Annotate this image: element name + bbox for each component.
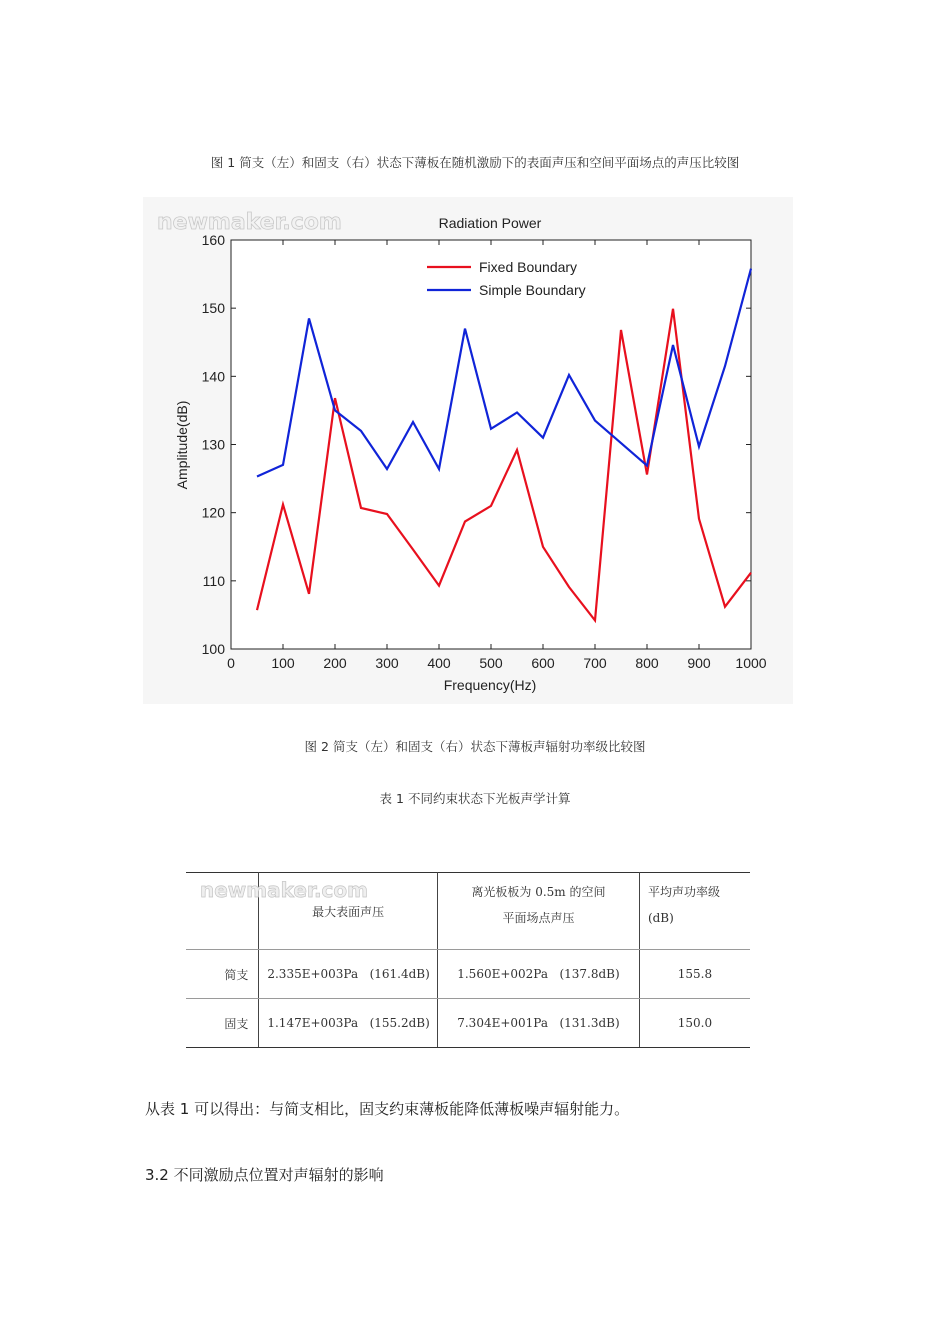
header-surface-pressure-text: 最大表面声压 bbox=[312, 904, 385, 919]
x-tick-label: 300 bbox=[375, 655, 399, 671]
body-paragraph: 从表 1 可以得出：与简支相比，固支约束薄板能降低薄板噪声辐射能力。 bbox=[145, 1100, 630, 1118]
y-tick-label: 120 bbox=[201, 504, 225, 521]
chart-watermark: newmaker.com bbox=[157, 210, 342, 235]
x-tick-label: 700 bbox=[583, 655, 607, 671]
y-tick-label: 110 bbox=[202, 572, 225, 589]
x-tick-label: 1000 bbox=[735, 655, 767, 671]
header-surface-pressure bbox=[259, 873, 438, 950]
header-field-pressure bbox=[437, 873, 639, 950]
y-tick-label: 100 bbox=[201, 641, 225, 657]
figure-2-caption: 图 2 简支（左）和固支（右）状态下薄板声辐射功率级比较图 bbox=[304, 739, 646, 754]
cell-field-pressure: 1.560E+002Pa (137.8dB) bbox=[437, 950, 639, 999]
y-tick-label: 140 bbox=[201, 368, 225, 385]
header-field-line1: 离光板板为 0.5m 的空间 bbox=[471, 885, 606, 899]
cell-surface-pressure: 1.147E+003Pa (155.2dB) bbox=[259, 999, 438, 1048]
cell-sound-power: 150.0 bbox=[639, 999, 750, 1048]
y-axis-label: Amplitude(dB) bbox=[174, 400, 190, 490]
radiation-power-figure bbox=[143, 197, 793, 704]
x-tick-label: 900 bbox=[687, 655, 711, 671]
x-tick-label: 800 bbox=[635, 655, 659, 671]
x-tick-label: 100 bbox=[271, 655, 295, 671]
acoustic-results-table bbox=[186, 872, 750, 1048]
header-field-line2: 平面场点声压 bbox=[502, 911, 575, 925]
x-tick-label: 200 bbox=[323, 655, 347, 671]
y-tick-label: 130 bbox=[201, 436, 225, 453]
x-tick-label: 400 bbox=[427, 655, 451, 671]
x-axis-label: Frequency(Hz) bbox=[443, 677, 537, 693]
row-label: 固支 bbox=[186, 999, 259, 1048]
figure-1-caption: 图 1 简支（左）和固支（右）状态下薄板在随机激励下的表面声压和空间平面场点的声压比较图 bbox=[210, 155, 740, 170]
legend-label-simple: Simple Boundary bbox=[479, 282, 586, 298]
table-row bbox=[186, 999, 750, 1048]
chart-title: Radiation Power bbox=[438, 215, 542, 231]
y-tick-label: 150 bbox=[201, 300, 225, 317]
table-watermark: newmaker.com bbox=[200, 878, 368, 902]
cell-field-pressure: 7.304E+001Pa (131.3dB) bbox=[437, 999, 639, 1048]
cell-sound-power: 155.8 bbox=[639, 950, 750, 999]
table-1-caption: 表 1 不同约束状态下光板声学计算 bbox=[379, 791, 571, 806]
x-tick-label: 500 bbox=[479, 655, 503, 671]
header-power-line1: 平均声功率级 bbox=[647, 885, 720, 899]
x-tick-label: 0 bbox=[227, 655, 235, 671]
radiation-power-chart bbox=[143, 197, 793, 704]
header-sound-power bbox=[639, 873, 750, 950]
row-label: 简支 bbox=[186, 950, 259, 999]
y-tick-label: 160 bbox=[201, 232, 225, 248]
cell-surface-pressure: 2.335E+003Pa (161.4dB) bbox=[259, 950, 438, 999]
header-blank bbox=[186, 873, 259, 950]
section-heading: 3.2 不同激励点位置对声辐射的影响 bbox=[145, 1166, 384, 1184]
table-header-row bbox=[186, 873, 750, 950]
legend-label-fixed: Fixed Boundary bbox=[479, 259, 578, 275]
table-row bbox=[186, 950, 750, 999]
header-power-line2: (dB) bbox=[647, 911, 674, 925]
x-tick-label: 600 bbox=[531, 655, 555, 671]
